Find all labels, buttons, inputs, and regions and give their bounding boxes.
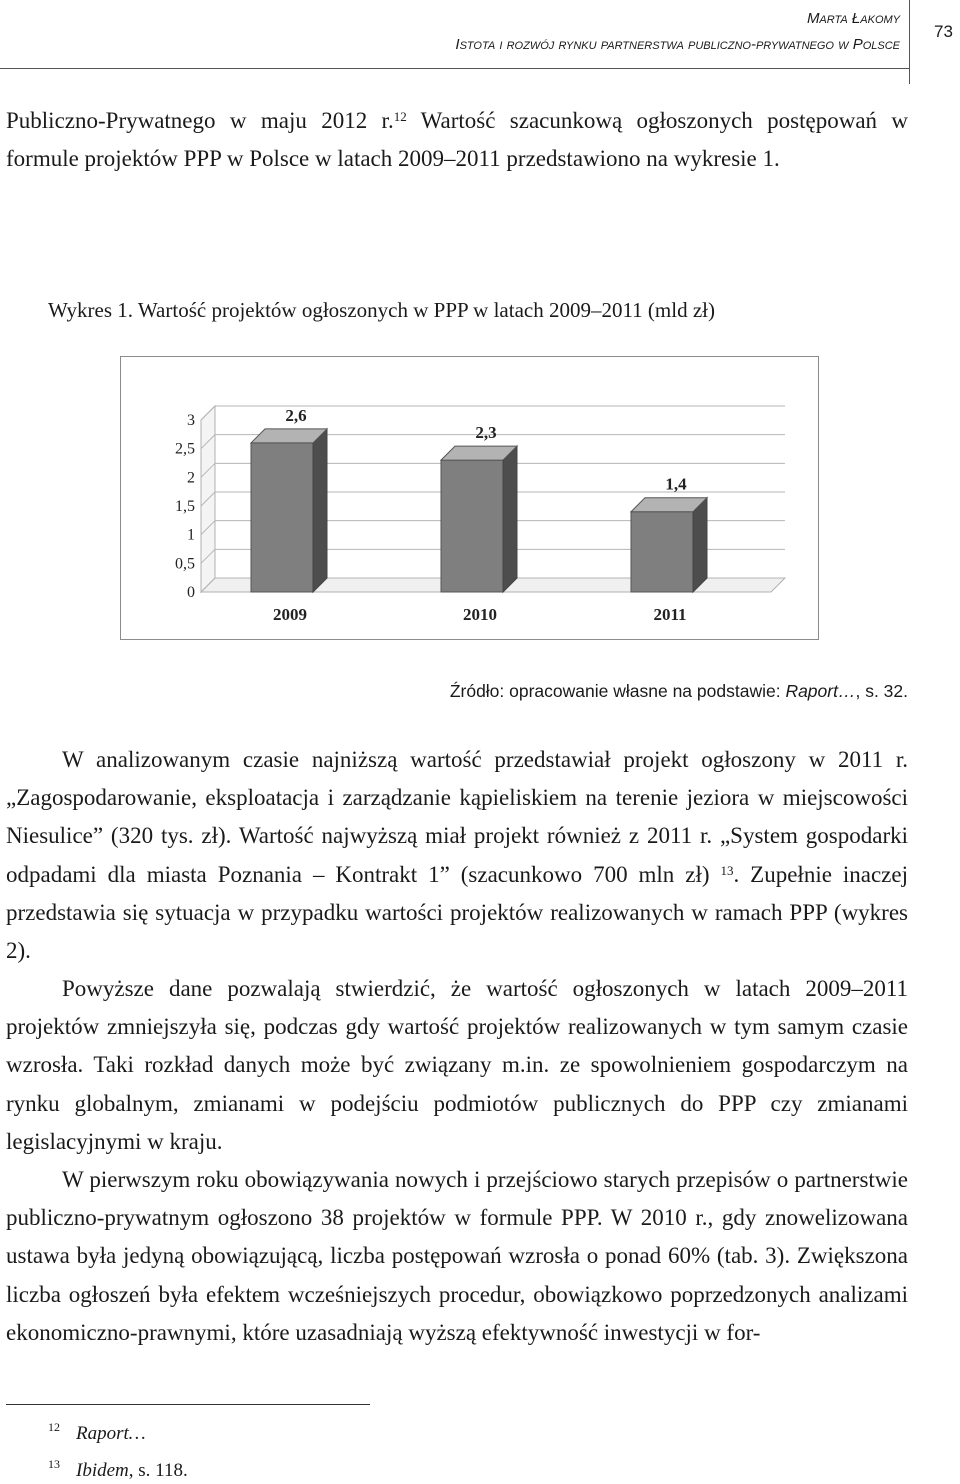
y-tick-label: 2 bbox=[187, 469, 195, 487]
chart-frame bbox=[120, 356, 819, 640]
y-tick-label: 2,5 bbox=[175, 440, 195, 458]
bar-side bbox=[693, 498, 707, 592]
footnote-text-rest: , s. 118. bbox=[128, 1460, 188, 1481]
paragraph-4: W pierwszym roku obowiązywania nowych i przejściowo starych przepisów o partnerstwie publiczno-prywatnym ogłoszono 38 projektów w formule PPP. W 2010 r., gdy znowelizowana ustawa była jedyną obowiązującą, liczba postępowań wzrosła o ponad 60% (tab. 3). Zwiększona liczba ogłoszeń była efektem wcześniejszych procedur, obowiązkowo poprzedzonych analizami ekonomiczno-prawnymi, które uzasadniają wyższą efektywność inwestycji w for- bbox=[6, 1167, 908, 1345]
data-label: 2,6 bbox=[285, 405, 307, 425]
running-header-title: Istota i rozwój rynku partnerstwa publiczno-prywatnego w Polsce bbox=[455, 36, 900, 53]
page-number: 73 bbox=[934, 22, 953, 41]
x-tick-label: 2010 bbox=[463, 605, 497, 624]
bar-top bbox=[251, 429, 327, 443]
bar-side bbox=[503, 446, 517, 592]
bar-top bbox=[631, 498, 707, 512]
running-header-author: Marta Łakomy bbox=[806, 10, 900, 27]
paragraph-2-text-2: . Zupełnie inaczej przedstawia się sytuacja w przypadku wartości projektów realizowanych w ramach PPP (wykres 2). bbox=[6, 861, 908, 964]
figure-source bbox=[450, 681, 908, 702]
bar-side bbox=[313, 429, 327, 592]
footnote-rule bbox=[6, 1404, 370, 1405]
paragraph-3: Powyższe dane pozwalają stwierdzić, że wartość ogłoszonych w latach 2009–2011 projektów zmniejszyła się, podczas gdy wartość projektów realizowanych w tym samym czasie wzrosła. Taki rozkład danych może być związany m.in. ze spowolnieniem gospodarczym na rynku globalnym, zmianami w podejściu podmiotów publicznych do PPP czy zmianami legislacyjnymi w kraju. bbox=[6, 976, 908, 1154]
header-divider-vertical bbox=[909, 0, 910, 84]
footnote-13 bbox=[48, 1457, 188, 1482]
data-label: 2,3 bbox=[475, 423, 497, 443]
figure-caption: Wykres 1. Wartość projektów ogłoszonych w PPP w latach 2009–2011 (mld zł) bbox=[48, 298, 715, 322]
intro-text-1: Publiczno-Prywatnego w maju 2012 r. bbox=[6, 108, 394, 133]
paragraph-2 bbox=[6, 741, 908, 970]
x-tick-label: 2011 bbox=[653, 605, 687, 624]
footnote-number: 13 bbox=[48, 1457, 60, 1471]
footnote-ref-13[interactable]: 13 bbox=[720, 862, 734, 878]
source-suffix: , s. 32. bbox=[855, 681, 908, 701]
source-italic: Raport… bbox=[785, 681, 856, 701]
bar bbox=[631, 512, 693, 592]
bar-top bbox=[441, 446, 517, 460]
y-tick-label: 3 bbox=[187, 412, 195, 429]
header-divider-horizontal bbox=[0, 68, 910, 69]
intro-text-2: Wartość szacunkową ogłoszonych postępowań w formule projektów PPP w Polsce w latach 2009–2011 przedstawiono na wykresie 1. bbox=[6, 108, 908, 172]
bar-chart bbox=[121, 357, 817, 638]
y-tick-label: 1,5 bbox=[175, 498, 195, 515]
paragraph-2-text-1: W analizowanym czasie najniższą wartość przedstawiał projekt ogłoszony w 2011 r. „Zagospodarowanie, eksploatacja i zarządzanie kąpieliskiem na terenie jeziora w miejscowości Niesulice” (320 tys. zł). Wartość najwyższą miał projekt również z 2011 r. „System gospodarki odpadami dla miasta Poznania – Kontrakt 1” (szacunkowo 700 mln zł) bbox=[6, 747, 908, 887]
data-label: 1,4 bbox=[665, 474, 687, 494]
y-tick-label: 0,5 bbox=[175, 555, 195, 573]
footnote-text: Raport… bbox=[76, 1423, 146, 1444]
footnote-number: 12 bbox=[48, 1420, 60, 1434]
footnote-text-italic: Ibidem bbox=[76, 1460, 129, 1481]
bar bbox=[441, 460, 503, 592]
footnote-ref-12[interactable]: 12 bbox=[393, 109, 407, 124]
y-tick-label: 0 bbox=[187, 584, 195, 601]
source-prefix: Źródło: opracowanie własne na podstawie: bbox=[449, 681, 786, 701]
footnote-12 bbox=[48, 1420, 146, 1445]
intro-paragraph bbox=[6, 102, 908, 178]
bar bbox=[251, 443, 313, 592]
y-tick-label: 1 bbox=[187, 526, 195, 544]
x-tick-label: 2009 bbox=[273, 605, 307, 624]
